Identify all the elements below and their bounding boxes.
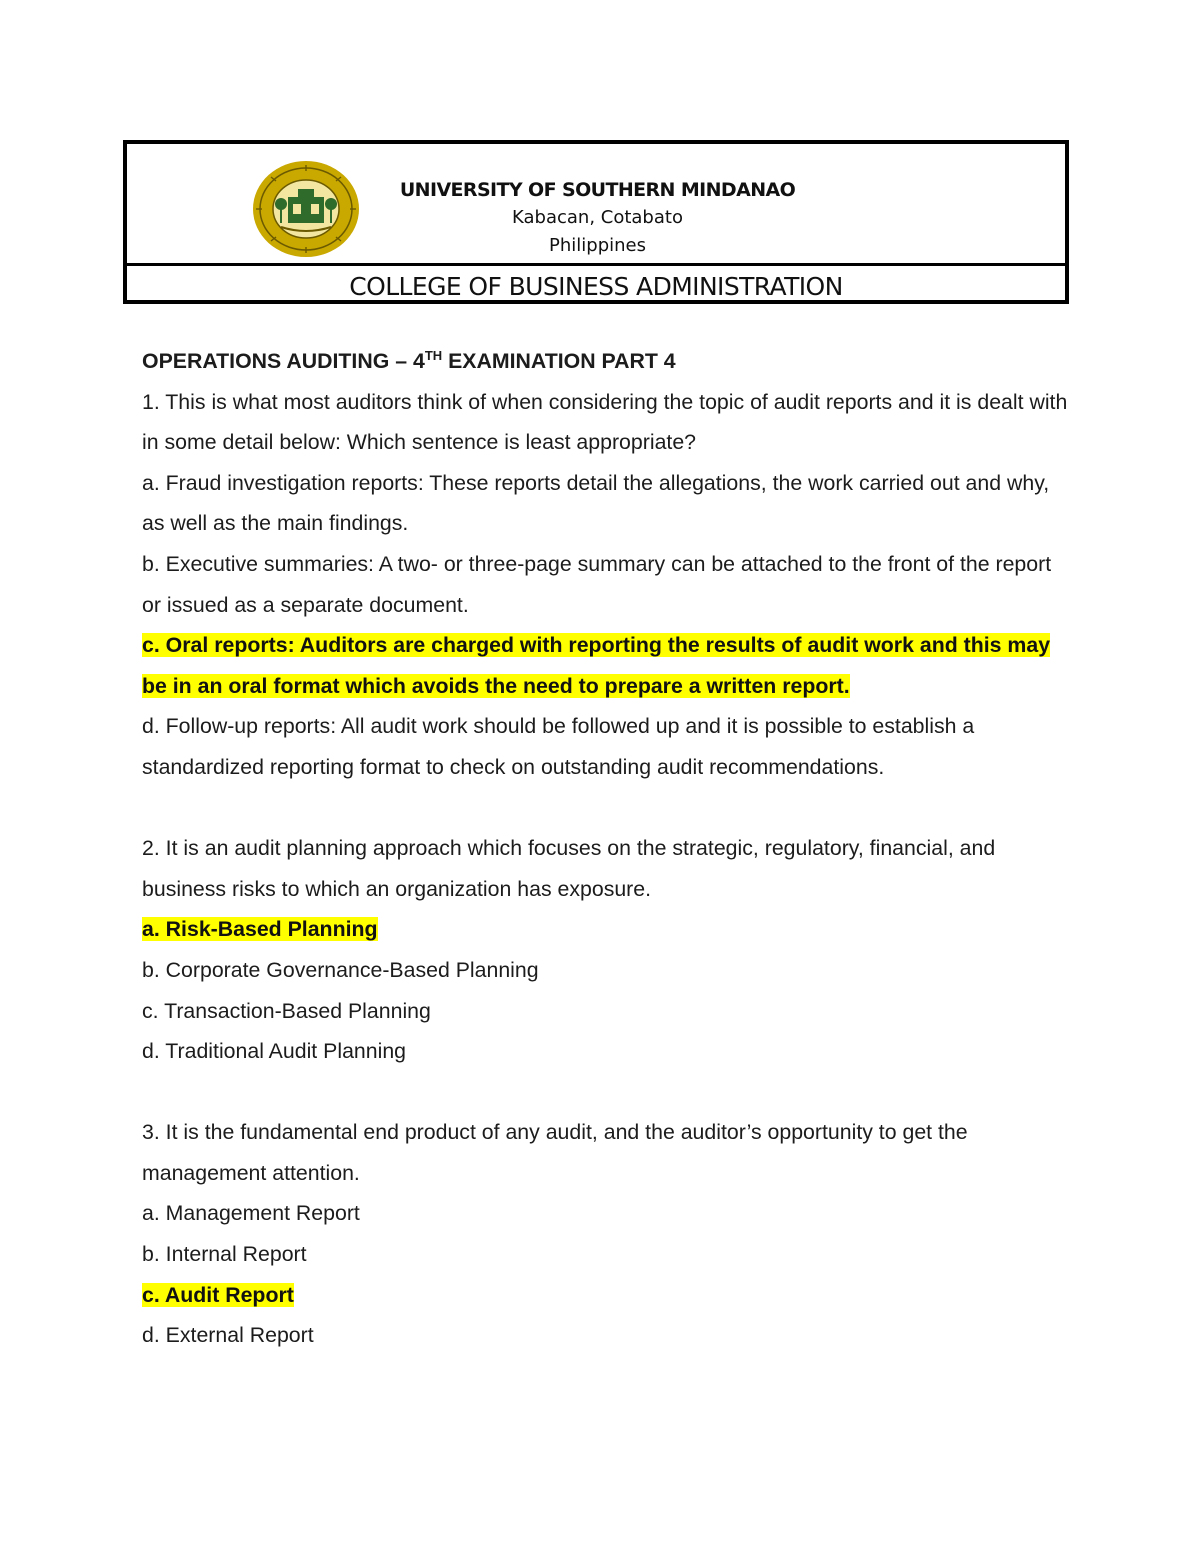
option-c: c. Transaction-Based Planning: [142, 998, 431, 1023]
option-b: b. Executive summaries: A two- or three-page summary can be attached to the front of the report or issued as a separate document.: [142, 551, 1052, 617]
option-d: d. External Report: [142, 1323, 314, 1348]
university-name: UNIVERSITY OF SOUTHERN MINDANAO: [399, 179, 796, 201]
option-c-answer: [142, 1275, 1072, 1316]
option-a-answer: [142, 909, 1072, 950]
exam-title-prefix: OPERATIONS AUDITING – 4: [142, 349, 425, 373]
exam-title-suffix: EXAMINATION PART 4: [442, 349, 676, 373]
letterhead-box: [123, 140, 1069, 304]
exam-title-superscript: TH: [424, 348, 443, 363]
question-3: [142, 1112, 1072, 1356]
exam-title: [142, 341, 1072, 382]
option-a: a. Management Report: [142, 1201, 360, 1226]
option-b: b. Internal Report: [142, 1242, 307, 1267]
university-address-block: [127, 176, 1065, 260]
question-stem: 2. It is an audit planning approach which focuses on the strategic, regulatory, financial, and business risks to which an organization has exposure.: [142, 836, 996, 901]
option-d: d. Follow-up reports: All audit work should be followed up and it is possible to establish a standardized reporting format to check on outstanding audit recommendations.: [142, 714, 975, 779]
question-2: [142, 828, 1072, 1072]
option-d: d. Traditional Audit Planning: [142, 1039, 407, 1064]
letterhead-top: [127, 144, 1065, 266]
question-stem: 1. This is what most auditors think of when considering the topic of audit reports and it is dealt with in some detail below: Which sentence is least appropriate?: [142, 389, 1068, 455]
blank-line: [142, 1072, 1072, 1113]
option-a: a. Fraud investigation reports: These reports detail the allegations, the work carried out and why, as well as the main findings.: [142, 470, 1050, 536]
exam-content: [142, 341, 1072, 1356]
university-country: Philippines: [549, 235, 646, 256]
question-1: [142, 382, 1072, 788]
highlighted-answer: a. Risk-Based Planning: [142, 917, 378, 942]
highlighted-answer: c. Oral reports: Auditors are charged with reporting the results of audit work and this may be in an oral format which avoids the need to prepare a written report.: [142, 633, 1051, 698]
option-b: b. Corporate Governance-Based Planning: [142, 957, 539, 982]
option-c-answer: [142, 625, 1072, 706]
highlighted-answer: c. Audit Report: [142, 1282, 294, 1307]
college-name: COLLEGE OF BUSINESS ADMINISTRATION: [349, 272, 843, 301]
blank-line: [142, 788, 1072, 829]
university-city: Kabacan, Cotabato: [512, 207, 683, 228]
question-stem: 3. It is the fundamental end product of any audit, and the auditor’s opportunity to get the management attention.: [142, 1120, 968, 1185]
